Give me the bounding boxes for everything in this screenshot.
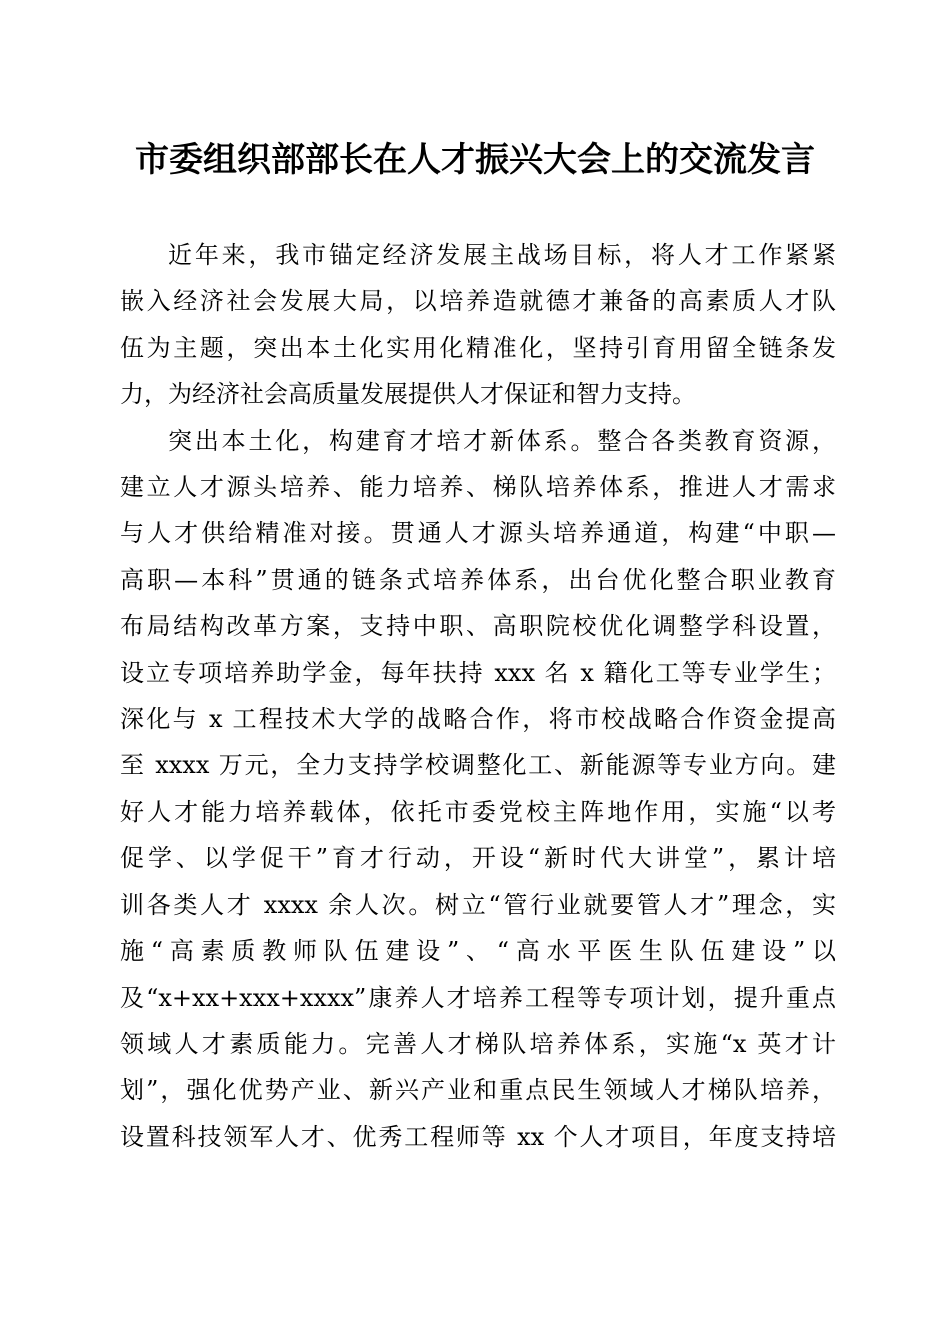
text-line: 促学、以学促干”育才行动，开设“新时代大讲堂”，累计培 xyxy=(120,844,836,873)
text-line: 深化与 x 工程技术大学的战略合作，将市校战略合作资金提高 xyxy=(120,705,836,734)
text-line: 好人才能力培养载体，依托市委党校主阵地作用，实施“以考 xyxy=(120,797,836,826)
text-line: 力，为经济社会高质量发展提供人才保证和智力支持。 xyxy=(120,380,696,409)
text-line: 布局结构改革方案，支持中职、高职院校优化调整学科设置， xyxy=(120,612,836,641)
text-line: 领域人才素质能力。完善人才梯队培养体系，实施“x 英才计 xyxy=(120,1029,836,1058)
text-line: 高职—本科”贯通的链条式培养体系，出台优化整合职业教育 xyxy=(120,565,836,594)
document-title: 市委组织部部长在人才振兴大会上的交流发言 xyxy=(135,140,815,180)
text-line: 施“高素质教师队伍建设”、“高水平医生队伍建设”以 xyxy=(120,937,836,966)
text-line: 划”，强化优势产业、新兴产业和重点民生领域人才梯队培养， xyxy=(120,1076,836,1105)
text-line: 至 xxxx 万元，全力支持学校调整化工、新能源等专业方向。建 xyxy=(120,751,836,780)
text-line: 与人才供给精准对接。贯通人才源头培养通道，构建“中职— xyxy=(120,519,836,548)
text-line: 近年来，我市锚定经济发展主战场目标，将人才工作紧紧 xyxy=(168,241,836,269)
text-line: 建立人才源头培养、能力培养、梯队培养体系，推进人才需求 xyxy=(120,473,836,502)
text-line: 训各类人才 xxxx 余人次。树立“管行业就要管人才”理念，实 xyxy=(120,890,836,919)
text-line: 设置科技领军人才、优秀工程师等 xx 个人才项目，年度支持培 xyxy=(120,1122,836,1151)
text-line: 嵌入经济社会发展大局，以培养造就德才兼备的高素质人才队 xyxy=(120,287,836,316)
text-line: 伍为主题，突出本土化实用化精准化，坚持引育用留全链条发 xyxy=(120,333,836,362)
paragraph-1 xyxy=(120,232,836,418)
text-line: 突出本土化，构建育才培才新体系。整合各类教育资源， xyxy=(168,426,836,455)
paragraph-2 xyxy=(120,418,836,1161)
text-line: 设立专项培养助学金，每年扶持 xxx 名 x 籍化工等专业学生； xyxy=(120,658,836,687)
text-line: 及“x+xx+xxx+xxxx”康养人才培养工程等专项计划，提升重点 xyxy=(120,983,836,1012)
document-body xyxy=(120,232,836,1160)
